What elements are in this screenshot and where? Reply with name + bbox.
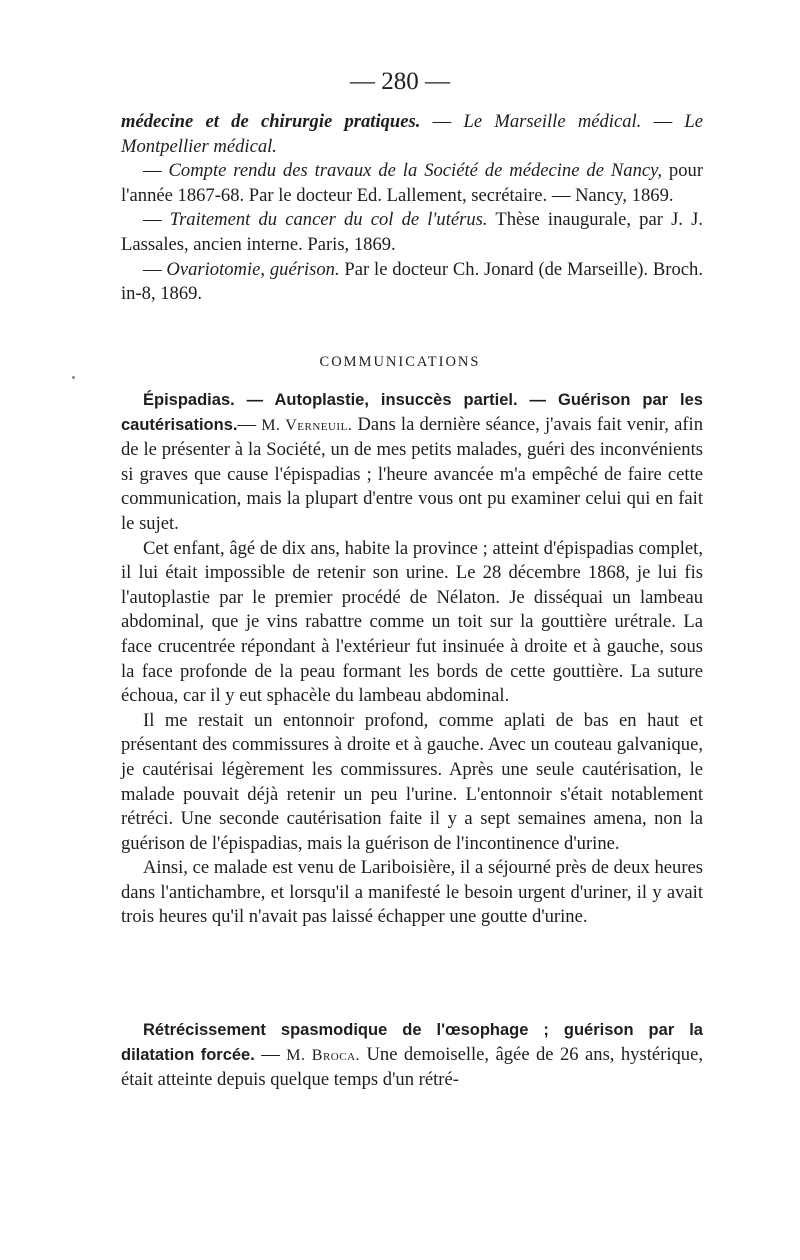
- journal-title: médecine et de chirurgie pratiques.: [121, 111, 421, 132]
- paragraph-text: Dans la dernière séance, j'avais fait venir, afin de le présenter à la Société, un de mes petits malades, guéri des inconvénients si graves que cause l'épispadias ; l'heure avancée m'a empêché de faire cette communication, mais la plupart d'entre vous ont pu examiner celui qui en fait le sujet.: [121, 413, 703, 534]
- separator: —: [237, 413, 262, 435]
- communication-title: Épispadias. — Autoplastie, insuccès partiel. — Guérison par les cautérisations.: [121, 391, 703, 434]
- entry-dash: —: [143, 209, 170, 231]
- journal-title: Le Marseille médical.: [463, 111, 642, 132]
- separator: —: [254, 1043, 287, 1065]
- section-heading: COMMUNICATIONS: [319, 354, 481, 370]
- communication-paragraph: Cet enfant, âgé de dix ans, habite la province ; atteint d'épispadias complet, il lui était impossible de retenir son urine. Le 28 décembre 1868, je lui fis l'autoplastie par le premier procédé de Nélaton. Je disséquai un lambeau abdominal, que je vins rabattre comme un toit sur la gouttière urétrale. La face crucentrée répondant à l'extérieur fut insinuée à droite et à gauche, sous la face profonde de la peau formant les bords de cette gouttière. La suture échoua, car il y eut sphacèle du lambeau abdominal.: [121, 537, 703, 707]
- entry-dash: —: [143, 258, 167, 280]
- communication-author: M. Broca.: [286, 1046, 361, 1064]
- communication-epispadias: [121, 388, 703, 930]
- journal-title: Le Montpellier médical.: [121, 111, 704, 157]
- page-number: — 280 —: [350, 68, 450, 95]
- bibliography-block: [121, 110, 703, 307]
- entry-title: Ovariotomie, guérison.: [166, 258, 340, 280]
- communication-paragraph: Ainsi, ce malade est venu de Lariboisière, il a séjourné près de deux heures dans l'antichambre, et lorsqu'il a manifesté le besoin urgent d'uriner, il y avait trois heures qu'il n'avait pas laissé échapper une goutte d'urine.: [121, 857, 703, 928]
- entry-details: Par le docteur Ch. Jonard (de Marseille). Broch. in-8, 1869.: [121, 258, 703, 305]
- communication-paragraph: [121, 1018, 703, 1093]
- communication-author: M. Verneuil.: [261, 416, 353, 434]
- bibliography-entry-cancer: [121, 208, 703, 257]
- entry-details: Thèse inaugurale, par J. J. Lassales, ancien interne. Paris, 1869.: [121, 209, 703, 255]
- margin-speck: [72, 376, 75, 379]
- separator: —: [641, 111, 685, 132]
- bibliography-entry-ovariotomie: [121, 258, 703, 307]
- entry-title: Traitement du cancer du col de l'utérus.: [169, 209, 488, 231]
- communication-oesophage: [121, 1018, 703, 1093]
- communication-paragraph: [121, 388, 703, 537]
- communication-paragraph: Il me restait un entonnoir profond, comme aplati de bas en haut et présentant des commissures à droite et à gauche. Avec un couteau galvanique, je cautérisai légèrement les commissures. Après une seule cautérisation, le malade pouvait déjà retenir un peu l'urine. L'entonnoir s'était notablement rétréci. Une seconde cautérisation faite il y a sept semaines amena, non la guérison de l'épispadias, mais la guérison de l'incontinence d'urine.: [121, 709, 703, 854]
- entry-details: pour l'année 1867-68. Par le docteur Ed. Lallement, secrétaire. — Nancy, 1869.: [121, 160, 704, 206]
- entry-dash: —: [143, 160, 169, 182]
- communication-title: Rétrécissement spasmodique de l'œsophage ; guérison par la dilatation forcée.: [121, 1021, 703, 1064]
- bibliography-entry-journals: [121, 110, 703, 159]
- entry-title: Compte rendu des travaux de la Société de médecine de Nancy,: [168, 160, 662, 182]
- paragraph-text: Une demoiselle, âgée de 26 ans, hystérique, était atteinte depuis quelque temps d'un rétré-: [121, 1043, 703, 1091]
- bibliography-entry-nancy: [121, 159, 703, 208]
- separator: —: [420, 111, 464, 132]
